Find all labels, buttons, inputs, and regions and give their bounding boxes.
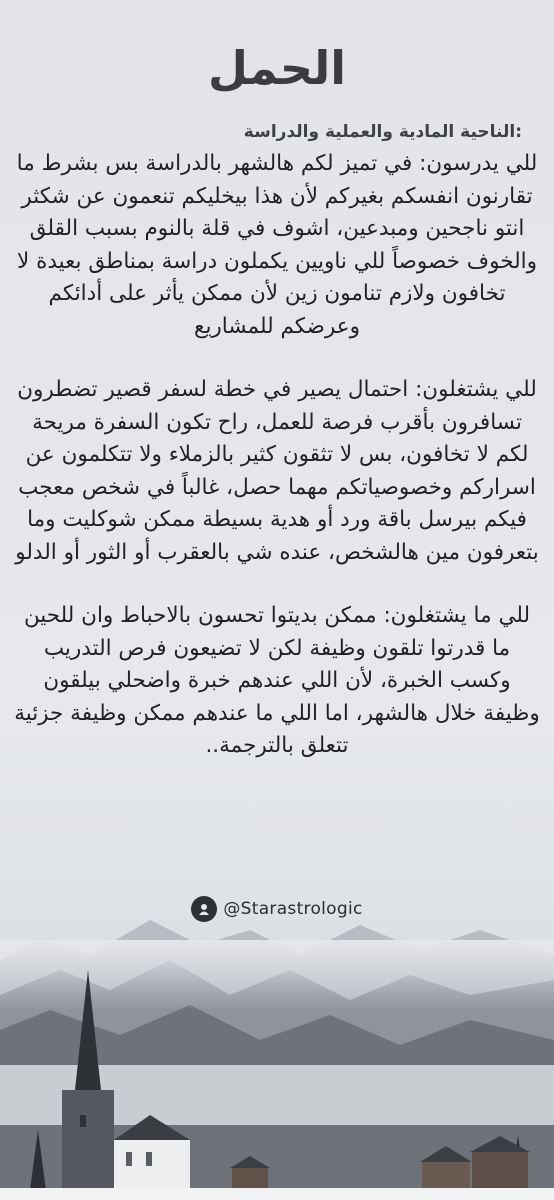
section-subtitle: :الناحية المادية والعملية والدراسة <box>243 122 522 142</box>
paragraph-students: للي يدرسون: في تميز لكم هالشهر بالدراسة بس بشرط ما تقارنون انفسكم بغيركم لأن هذا بيخليكم تنعمون عن شكثر انتو ناجحين ومبدعين، اشوف في قلة بالنوم بسبب القلق والخوف خصوصاً للي ناويين يكملون دراسة بمناطق بعيدة لا تخافون ولازم تنامون زين لأن ممكن يأثر على أدائكم وعرضكم للمشاريع <box>16 151 538 339</box>
author-handle <box>0 896 554 922</box>
content-body <box>14 148 540 763</box>
handle-text: @Starastrologic <box>223 899 363 919</box>
page-title: الحمل <box>207 41 347 95</box>
paragraph-unemployed: للي ما يشتغلون: ممكن بديتوا تحسون بالاحباط وان للحين ما قدرتوا تلقون وظيفة لكن لا تضيعون فرص التدريب وكسب الخبرة، لأن اللي عندهم خبرة واضحلي بيلقون وظيفة خلال هالشهر، اما اللي ما عندهم ممكن وظيفة جزئية تتعلق بالترجمة.. <box>14 603 540 758</box>
astrology-logo-icon <box>196 901 212 917</box>
avatar <box>191 896 217 922</box>
paragraph-workers: للي يشتغلون: احتمال يصير في خطة لسفر قصير تضطرون تسافرون بأقرب فرصة للعمل، راح تكون السفرة مريحة لكم لا تخافون، بس لا تثقون كثير بالزملاء ولا تتكلمون عن اسراركم وخصوصياتكم مهما حصل، غالباً في شخص معجب فيكم بيرسل باقة ورد أو هدية بسيطة ممكن شوكليت وما بتعرفون مين هالشخص، عنده شي بالعقرب أو الثور أو الدلو <box>15 377 539 565</box>
mountain-village-illustration <box>0 900 554 1200</box>
